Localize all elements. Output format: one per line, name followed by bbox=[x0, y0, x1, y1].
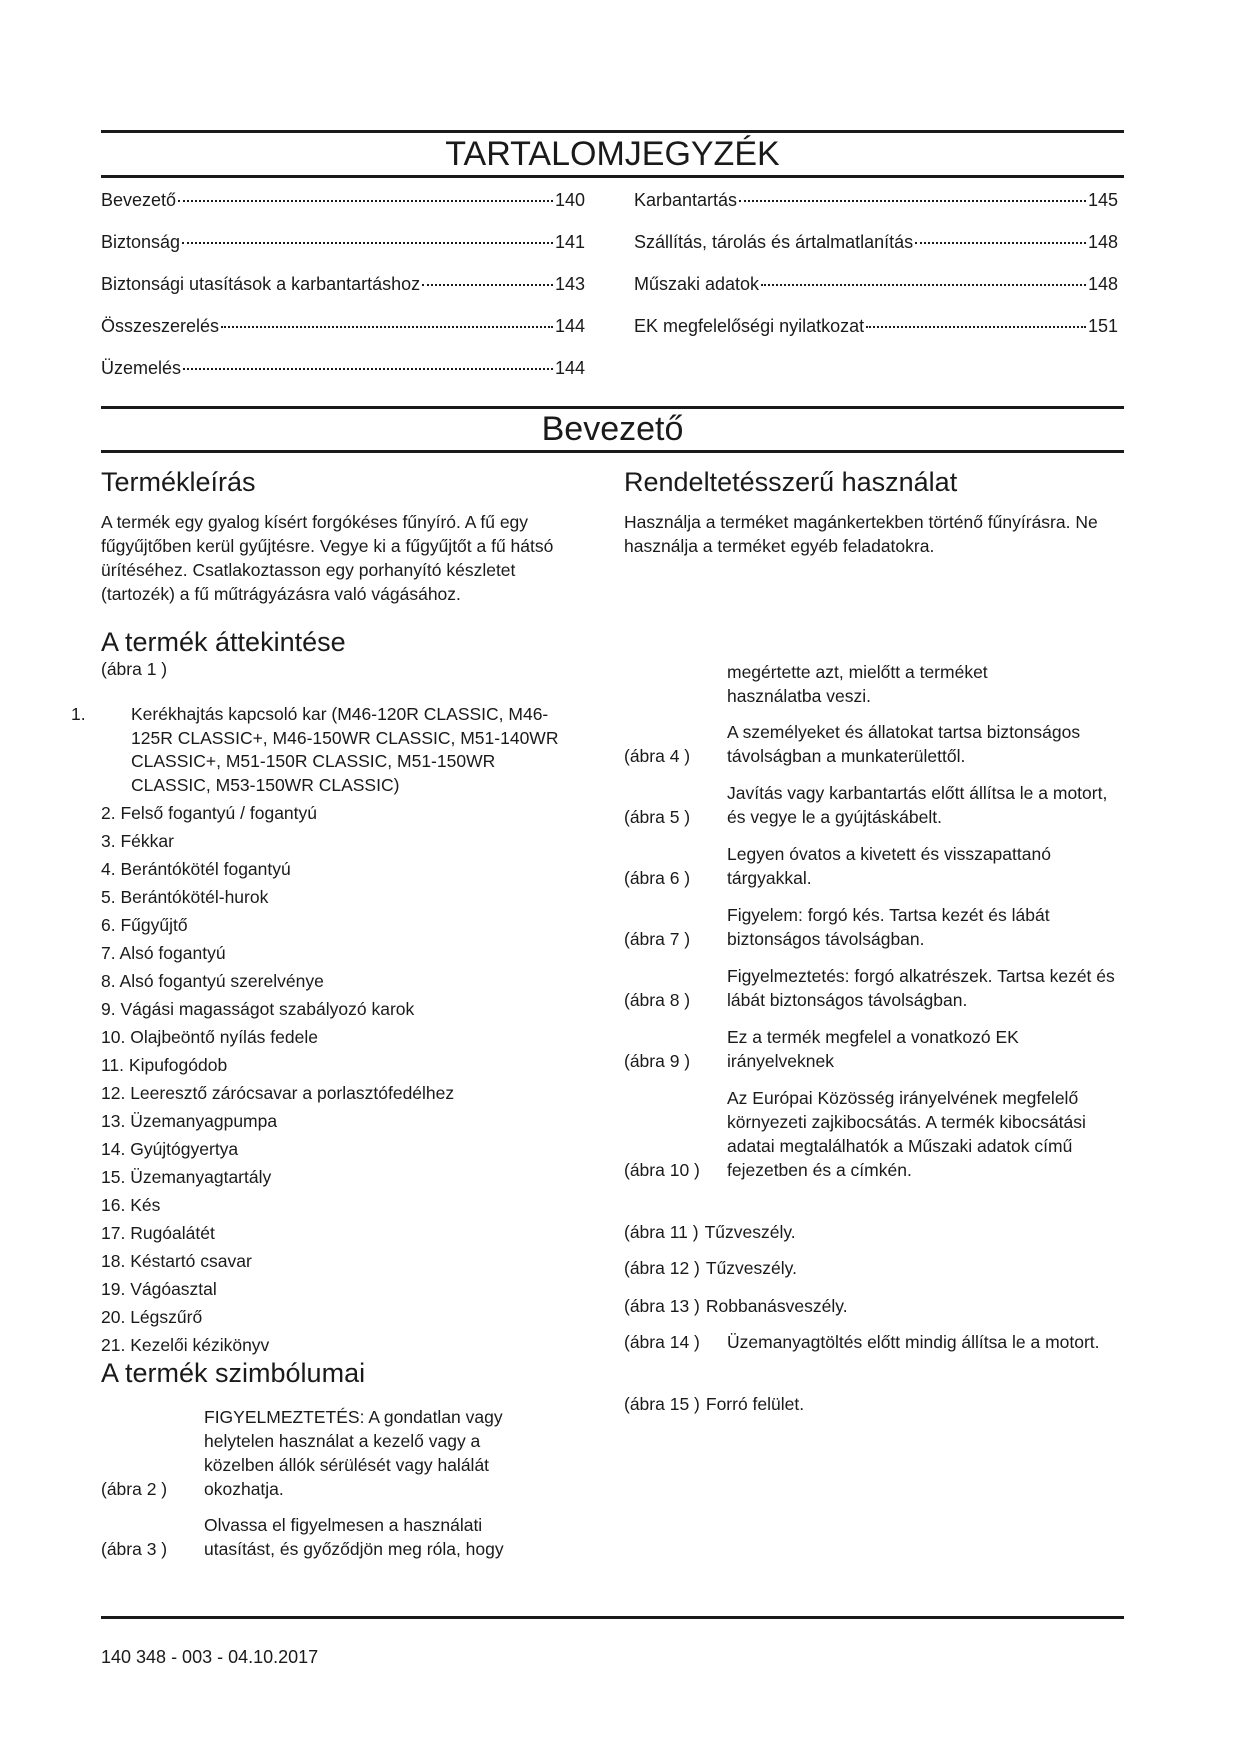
toc-entry-title: Szállítás, tárolás és ártalmatlanítás bbox=[634, 232, 914, 252]
symbol-text: Ez a termék megfelel a vonatkozó EK irányelveknek bbox=[727, 1027, 1019, 1071]
toc-entry-page: 144 bbox=[554, 316, 585, 336]
list-item bbox=[101, 1193, 571, 1217]
toc-entry-page: 141 bbox=[554, 232, 585, 252]
symbol-figure-ref: (ábra 5 ) bbox=[624, 807, 691, 827]
toc-leader-dots bbox=[221, 326, 553, 328]
toc-entry-title: Biztonság bbox=[101, 232, 181, 252]
list-item-number: 20. bbox=[101, 1307, 126, 1327]
symbol-figure-ref: (ábra 9 ) bbox=[624, 1051, 691, 1071]
symbol-text: Olvassa el figyelmesen a használati utasítást, és győződjön meg róla, hogy bbox=[204, 1515, 504, 1559]
toc-bottom-rule bbox=[101, 175, 1124, 178]
symbol-entry-9 bbox=[624, 1025, 1124, 1073]
list-item bbox=[101, 1025, 571, 1049]
symbol-entry-12 bbox=[624, 1256, 1124, 1280]
toc-entry-page: 151 bbox=[1087, 316, 1118, 336]
overview-list bbox=[71, 703, 571, 1361]
list-item-text: Berántókötél-hurok bbox=[120, 887, 269, 907]
toc-entry-title: EK megfelelőségi nyilatkozat bbox=[634, 316, 865, 336]
toc-leader-dots bbox=[183, 368, 553, 370]
list-item-number: 9. bbox=[101, 999, 116, 1019]
list-item-text: Kezelői kézikönyv bbox=[130, 1335, 270, 1355]
footer-rule bbox=[101, 1616, 1124, 1619]
list-item bbox=[101, 885, 571, 909]
symbol-entry-10 bbox=[624, 1086, 1124, 1182]
list-item bbox=[101, 1053, 571, 1077]
list-item-number: 1. bbox=[71, 704, 86, 724]
symbol-text: A személyeket és állatokat tartsa biztonságos távolságban a munkaterülettől. bbox=[727, 722, 1081, 766]
list-item-text: Alsó fogantyú szerelvénye bbox=[119, 971, 324, 991]
symbol-figure-ref: (ábra 7 ) bbox=[624, 929, 691, 949]
toc-entry-title: Biztonsági utasítások a karbantartáshoz bbox=[101, 274, 421, 294]
list-item-number: 17. bbox=[101, 1223, 126, 1243]
symbol-entry-14 bbox=[624, 1330, 1124, 1354]
list-item-number: 16. bbox=[101, 1195, 126, 1215]
toc-entry-biztonsag[interactable] bbox=[101, 232, 585, 274]
toc-entry-title: Műszaki adatok bbox=[634, 274, 760, 294]
toc-leader-dots bbox=[422, 284, 553, 286]
toc-leader-dots bbox=[866, 326, 1086, 328]
symbol-entry-5 bbox=[624, 781, 1124, 829]
list-item bbox=[101, 1305, 571, 1329]
symbol-figure-ref: (ábra 2 ) bbox=[101, 1479, 168, 1499]
list-item bbox=[101, 969, 571, 993]
toc-leader-dots bbox=[178, 200, 553, 202]
list-item-text: Leeresztő zárócsavar a porlasztófedélhez bbox=[130, 1083, 455, 1103]
toc-entry-page: 148 bbox=[1087, 232, 1118, 252]
toc-entry-karbantartas[interactable] bbox=[634, 190, 1118, 232]
list-item-number: 13. bbox=[101, 1111, 126, 1131]
symbol-text: Robbanásveszély. bbox=[705, 1296, 848, 1316]
list-item-text: Alsó fogantyú bbox=[119, 943, 226, 963]
symbol-figure-ref: (ábra 15 ) bbox=[624, 1394, 700, 1414]
toc-leader-dots bbox=[761, 284, 1086, 286]
list-item bbox=[101, 1109, 571, 1133]
symbol-figure-ref: (ábra 8 ) bbox=[624, 990, 691, 1010]
toc-entry-title: Karbantartás bbox=[634, 190, 738, 210]
symbol-figure-ref: (ábra 12 ) bbox=[624, 1258, 700, 1278]
toc-leader-dots bbox=[739, 200, 1086, 202]
list-item-number: 6. bbox=[101, 915, 116, 935]
symbol-text: Az Európai Közösség irányelvének megfelelő környezeti zajkibocsátás. A termék kibocsátási adatai megtalálhatók a Műszaki adatok című fejezetben és a címkén. bbox=[727, 1088, 1086, 1180]
list-item-text: Vágóasztal bbox=[130, 1279, 217, 1299]
symbol-figure-ref: (ábra 14 ) bbox=[624, 1332, 700, 1352]
symbol-figure-ref: (ábra 3 ) bbox=[101, 1539, 168, 1559]
list-item-text: Vágási magasságot szabályozó karok bbox=[120, 999, 415, 1019]
list-item-number: 18. bbox=[101, 1251, 126, 1271]
toc-leader-dots bbox=[182, 242, 553, 244]
list-item-number: 8. bbox=[101, 971, 116, 991]
toc-entry-page: 140 bbox=[554, 190, 585, 210]
symbol-text: Tűzveszély. bbox=[704, 1222, 796, 1242]
list-item-number: 3. bbox=[101, 831, 116, 851]
intended-use-text: Használja a terméket magánkertekben történő fűnyírásra. Ne használja a terméket egyéb feladatokra. bbox=[624, 512, 1098, 556]
list-item-number: 5. bbox=[101, 887, 116, 907]
symbol-figure-ref: (ábra 13 ) bbox=[624, 1296, 700, 1316]
list-item-text: Légszűrő bbox=[130, 1307, 203, 1327]
symbol-entry-4 bbox=[624, 720, 1124, 768]
list-item bbox=[101, 1249, 571, 1273]
list-item bbox=[101, 913, 571, 937]
symbol-text: Forró felület. bbox=[705, 1394, 805, 1414]
symbol-text: Javítás vagy karbantartás előtt állítsa le a motort, és vegye le a gyújtáskábelt. bbox=[727, 783, 1108, 827]
toc-right-column bbox=[634, 190, 1118, 358]
symbol-text: Üzemanyagtöltés előtt mindig állítsa le a motort. bbox=[727, 1332, 1100, 1352]
symbol-figure-ref: (ábra 6 ) bbox=[624, 868, 691, 888]
list-item-text: Fékkar bbox=[120, 831, 174, 851]
symbols-heading: A termék szimbólumai bbox=[101, 1358, 366, 1388]
list-item-text: Gyújtógyertya bbox=[130, 1139, 239, 1159]
toc-leader-dots bbox=[915, 242, 1086, 244]
toc-entry-page: 145 bbox=[1087, 190, 1118, 210]
list-item-number: 19. bbox=[101, 1279, 126, 1299]
toc-entry-biztonsagi-utasitasok[interactable] bbox=[101, 274, 585, 316]
list-item-text: Felső fogantyú / fogantyú bbox=[120, 803, 318, 823]
toc-entry-page: 148 bbox=[1087, 274, 1118, 294]
toc-entry-muszaki-adatok[interactable] bbox=[634, 274, 1118, 316]
toc-title: TARTALOMJEGYZÉK bbox=[445, 135, 780, 173]
symbol-entry-11 bbox=[624, 1220, 1124, 1244]
list-item bbox=[101, 941, 571, 965]
symbol-entry-8 bbox=[624, 964, 1124, 1012]
toc-top-rule bbox=[101, 130, 1124, 133]
list-item bbox=[101, 857, 571, 881]
intro-title: Bevezető bbox=[541, 410, 684, 448]
symbol-text: Tűzveszély. bbox=[705, 1258, 797, 1278]
symbol-entry-2 bbox=[101, 1405, 551, 1501]
toc-entry-ek-nyilatkozat[interactable] bbox=[634, 316, 1118, 358]
symbol-entry-6 bbox=[624, 842, 1124, 890]
list-item-number: 10. bbox=[101, 1027, 126, 1047]
list-item-number: 4. bbox=[101, 859, 116, 879]
list-item bbox=[101, 1221, 571, 1245]
list-item-text: Fűgyűjtő bbox=[120, 915, 188, 935]
toc-entry-uzemeles[interactable] bbox=[101, 358, 585, 400]
symbol-figure-ref: (ábra 4 ) bbox=[624, 746, 691, 766]
list-item-number: 12. bbox=[101, 1083, 126, 1103]
list-item-text: Kipufogódob bbox=[128, 1055, 228, 1075]
toc-entry-page: 144 bbox=[554, 358, 585, 378]
toc-left-column bbox=[101, 190, 585, 400]
symbol-figure-ref: (ábra 10 ) bbox=[624, 1160, 700, 1180]
list-item bbox=[101, 829, 571, 853]
symbol-continuation-text: megértette azt, mielőtt a terméket használatba veszi. bbox=[727, 662, 988, 706]
list-item bbox=[101, 997, 571, 1021]
toc-entry-page: 143 bbox=[554, 274, 585, 294]
list-item-text: Üzemanyagpumpa bbox=[130, 1111, 278, 1131]
toc-entry-szallitas[interactable] bbox=[634, 232, 1118, 274]
symbol-figure-ref: (ábra 11 ) bbox=[624, 1222, 699, 1242]
list-item-text: Kés bbox=[130, 1195, 161, 1215]
list-item bbox=[101, 801, 571, 825]
list-item-number: 14. bbox=[101, 1139, 126, 1159]
list-item-text: Késtartó csavar bbox=[130, 1251, 252, 1271]
list-item bbox=[71, 703, 571, 797]
toc-entry-title: Összeszerelés bbox=[101, 316, 220, 336]
toc-entry-title: Üzemelés bbox=[101, 358, 182, 378]
list-item-text: Kerékhajtás kapcsoló kar (M46-120R CLASSIC, M46-125R CLASSIC+, M46-150WR CLASSIC, M51-140WR CLASSIC+, M51-150R CLASSIC, M51-150WR CLASSIC, M53-150WR CLASSIC) bbox=[131, 704, 559, 795]
footer-doc-id: 140 348 - 003 - 04.10.2017 bbox=[101, 1647, 319, 1667]
list-item bbox=[101, 1333, 571, 1357]
overview-heading: A termék áttekintése bbox=[101, 627, 346, 657]
list-item-number: 7. bbox=[101, 943, 116, 963]
intro-bottom-rule bbox=[101, 450, 1124, 453]
list-item-number: 21. bbox=[101, 1335, 126, 1355]
symbol-entry-7 bbox=[624, 903, 1124, 951]
symbol-entry-3 bbox=[101, 1513, 551, 1561]
list-item bbox=[101, 1165, 571, 1189]
list-item-number: 2. bbox=[101, 803, 116, 823]
symbol-text: Figyelem: forgó kés. Tartsa kezét és lábát biztonságos távolságban. bbox=[727, 905, 1050, 949]
list-item bbox=[101, 1277, 571, 1301]
list-item-text: Üzemanyagtartály bbox=[130, 1167, 272, 1187]
list-item bbox=[101, 1081, 571, 1105]
list-item-number: 15. bbox=[101, 1167, 126, 1187]
overview-figure-ref: (ábra 1 ) bbox=[101, 659, 168, 679]
list-item-number: 11. bbox=[101, 1055, 125, 1075]
symbol-entry-15 bbox=[624, 1392, 1124, 1416]
intended-use-heading: Rendeltetésszerű használat bbox=[624, 467, 958, 497]
symbol-text: FIGYELMEZTETÉS: A gondatlan vagy helytelen használat a kezelő vagy a közelben állók sérülését vagy halálát okozhatja. bbox=[204, 1407, 503, 1499]
toc-entry-title: Bevezető bbox=[101, 190, 177, 210]
toc-entry-bevezeto[interactable] bbox=[101, 190, 585, 232]
description-text: A termék egy gyalog kísért forgókéses fűnyíró. A fű egy fűgyűjtőben kerül gyűjtésre. Vegye ki a fűgyűjtőt a fű hátsó ürítéséhez. Csatlakoztasson egy porhanyító készletet (tartozék) a fű műtrágyázásra való vágásához. bbox=[101, 512, 554, 604]
toc-entry-osszeszereles[interactable] bbox=[101, 316, 585, 358]
symbol-text: Figyelmeztetés: forgó alkatrészek. Tartsa kezét és lábát biztonságos távolságban. bbox=[727, 966, 1115, 1010]
symbol-entry-13 bbox=[624, 1294, 1124, 1318]
symbol-text: Legyen óvatos a kivetett és visszapattanó tárgyakkal. bbox=[727, 844, 1051, 888]
list-item bbox=[101, 1137, 571, 1161]
description-heading: Termékleírás bbox=[101, 467, 256, 497]
list-item-text: Rugóalátét bbox=[130, 1223, 215, 1243]
list-item-text: Olajbeöntő nyílás fedele bbox=[130, 1027, 318, 1047]
list-item-text: Berántókötél fogantyú bbox=[120, 859, 291, 879]
